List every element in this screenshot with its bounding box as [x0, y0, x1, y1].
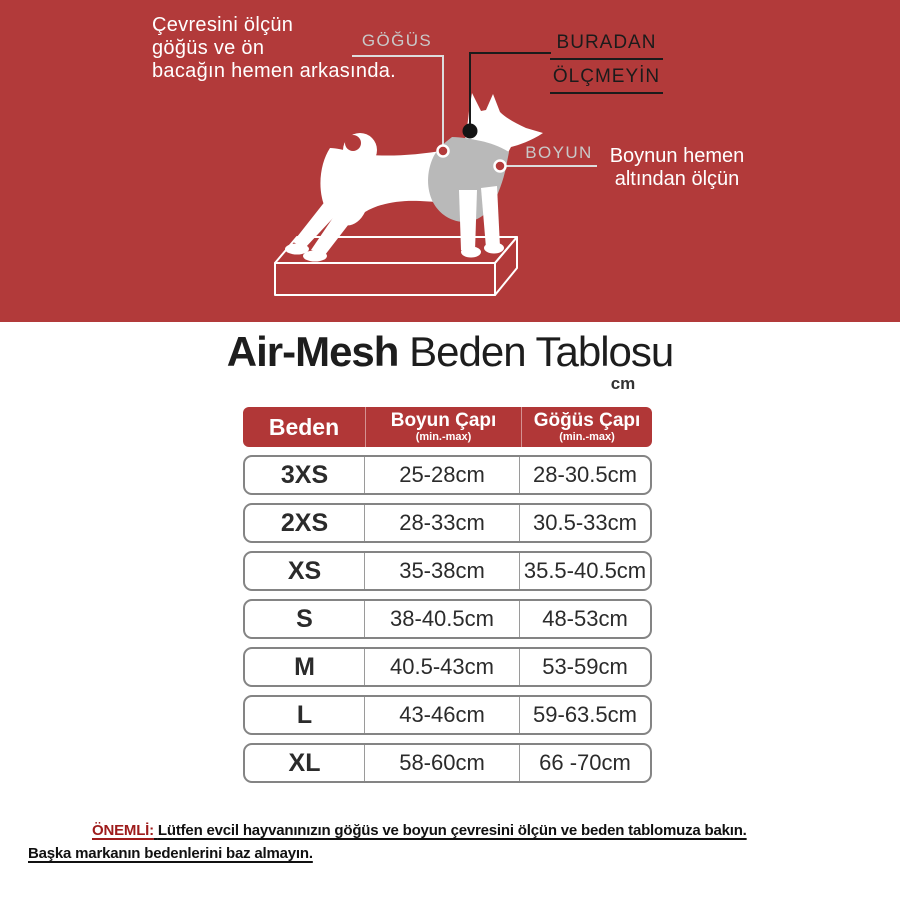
chest-range-cell: 53-59cm	[519, 649, 650, 685]
table-row	[243, 695, 652, 735]
size-cell: M	[294, 652, 315, 681]
measurement-hero	[0, 0, 900, 322]
neck-range-cell: 40.5-43cm	[364, 649, 519, 685]
size-cell: S	[296, 604, 313, 633]
table-row	[243, 743, 652, 783]
table-row	[243, 647, 652, 687]
neck-instruction-line: altından ölçün	[614, 168, 740, 190]
brand-name: Air-Mesh	[226, 328, 399, 375]
buradan-warning	[550, 32, 663, 100]
unit-label: cm	[610, 374, 636, 393]
gogus-label: GÖĞÜS	[361, 31, 433, 50]
table-row	[243, 551, 652, 591]
header-chest-title: Göğüs Çapı	[533, 410, 641, 431]
note-text: Başka markanın bedenlerini baz almayın.	[28, 845, 313, 862]
buradan-warning-line: BURADAN	[550, 32, 663, 60]
neck-range-cell: 38-40.5cm	[364, 601, 519, 637]
neck-instruction	[598, 145, 756, 191]
chest-range-cell: 28-30.5cm	[519, 457, 650, 493]
important-note-line	[28, 819, 878, 842]
chest-range-cell: 48-53cm	[519, 601, 650, 637]
header-size: Beden	[268, 413, 340, 440]
note-text: Lütfen evcil hayvanınızın göğüs ve boyun çevresini ölçün ve beden tablomuza bakın.	[157, 822, 747, 839]
header-neck-title: Boyun Çapı	[390, 410, 497, 431]
chest-range-cell: 66 -70cm	[519, 745, 650, 781]
size-cell: XL	[288, 748, 321, 777]
tail-curl-notch	[345, 135, 361, 151]
table-row	[243, 503, 652, 543]
neck-instruction-line: Boynun hemen	[609, 145, 745, 167]
chest-instruction-line: göğüs ve ön	[152, 37, 265, 59]
neck-range-cell: 35-38cm	[364, 553, 519, 589]
table-body	[243, 455, 652, 783]
measurement-diagram	[0, 0, 900, 322]
table-header	[243, 407, 652, 447]
size-cell: 3XS	[280, 460, 329, 489]
neck-range-cell: 28-33cm	[364, 505, 519, 541]
size-cell: 2XS	[280, 508, 329, 537]
boyun-point	[495, 161, 506, 172]
important-label: ÖNEMLİ:	[92, 822, 154, 839]
header-neck	[365, 407, 521, 447]
table-row	[243, 599, 652, 639]
header-neck-range: (min.-max)	[415, 431, 472, 443]
chest-instruction-line: bacağın hemen arkasında.	[152, 60, 397, 82]
size-cell: L	[296, 700, 313, 729]
important-note-line	[28, 842, 878, 865]
buradan-warning-line: ÖLÇMEYİN	[550, 66, 663, 94]
size-table	[243, 407, 652, 783]
gogus-point	[438, 146, 449, 157]
header-chest-range: (min.-max)	[559, 431, 615, 443]
chest-range-cell: 59-63.5cm	[519, 697, 650, 733]
neck-range-cell: 58-60cm	[364, 745, 519, 781]
header-chest	[521, 407, 652, 447]
chest-range-cell: 35.5-40.5cm	[519, 553, 650, 589]
table-row	[243, 455, 652, 495]
neck-range-cell: 25-28cm	[364, 457, 519, 493]
collar-dot	[463, 124, 478, 139]
chest-instruction-line: Çevresini ölçün	[152, 14, 294, 36]
chest-range-cell: 30.5-33cm	[519, 505, 650, 541]
neck-range-cell: 43-46cm	[364, 697, 519, 733]
size-cell: XS	[287, 556, 322, 585]
page-title	[0, 328, 900, 376]
boyun-label: BOYUN	[525, 143, 593, 162]
important-note	[28, 819, 878, 865]
title-rest: Beden Tablosu	[398, 328, 674, 375]
